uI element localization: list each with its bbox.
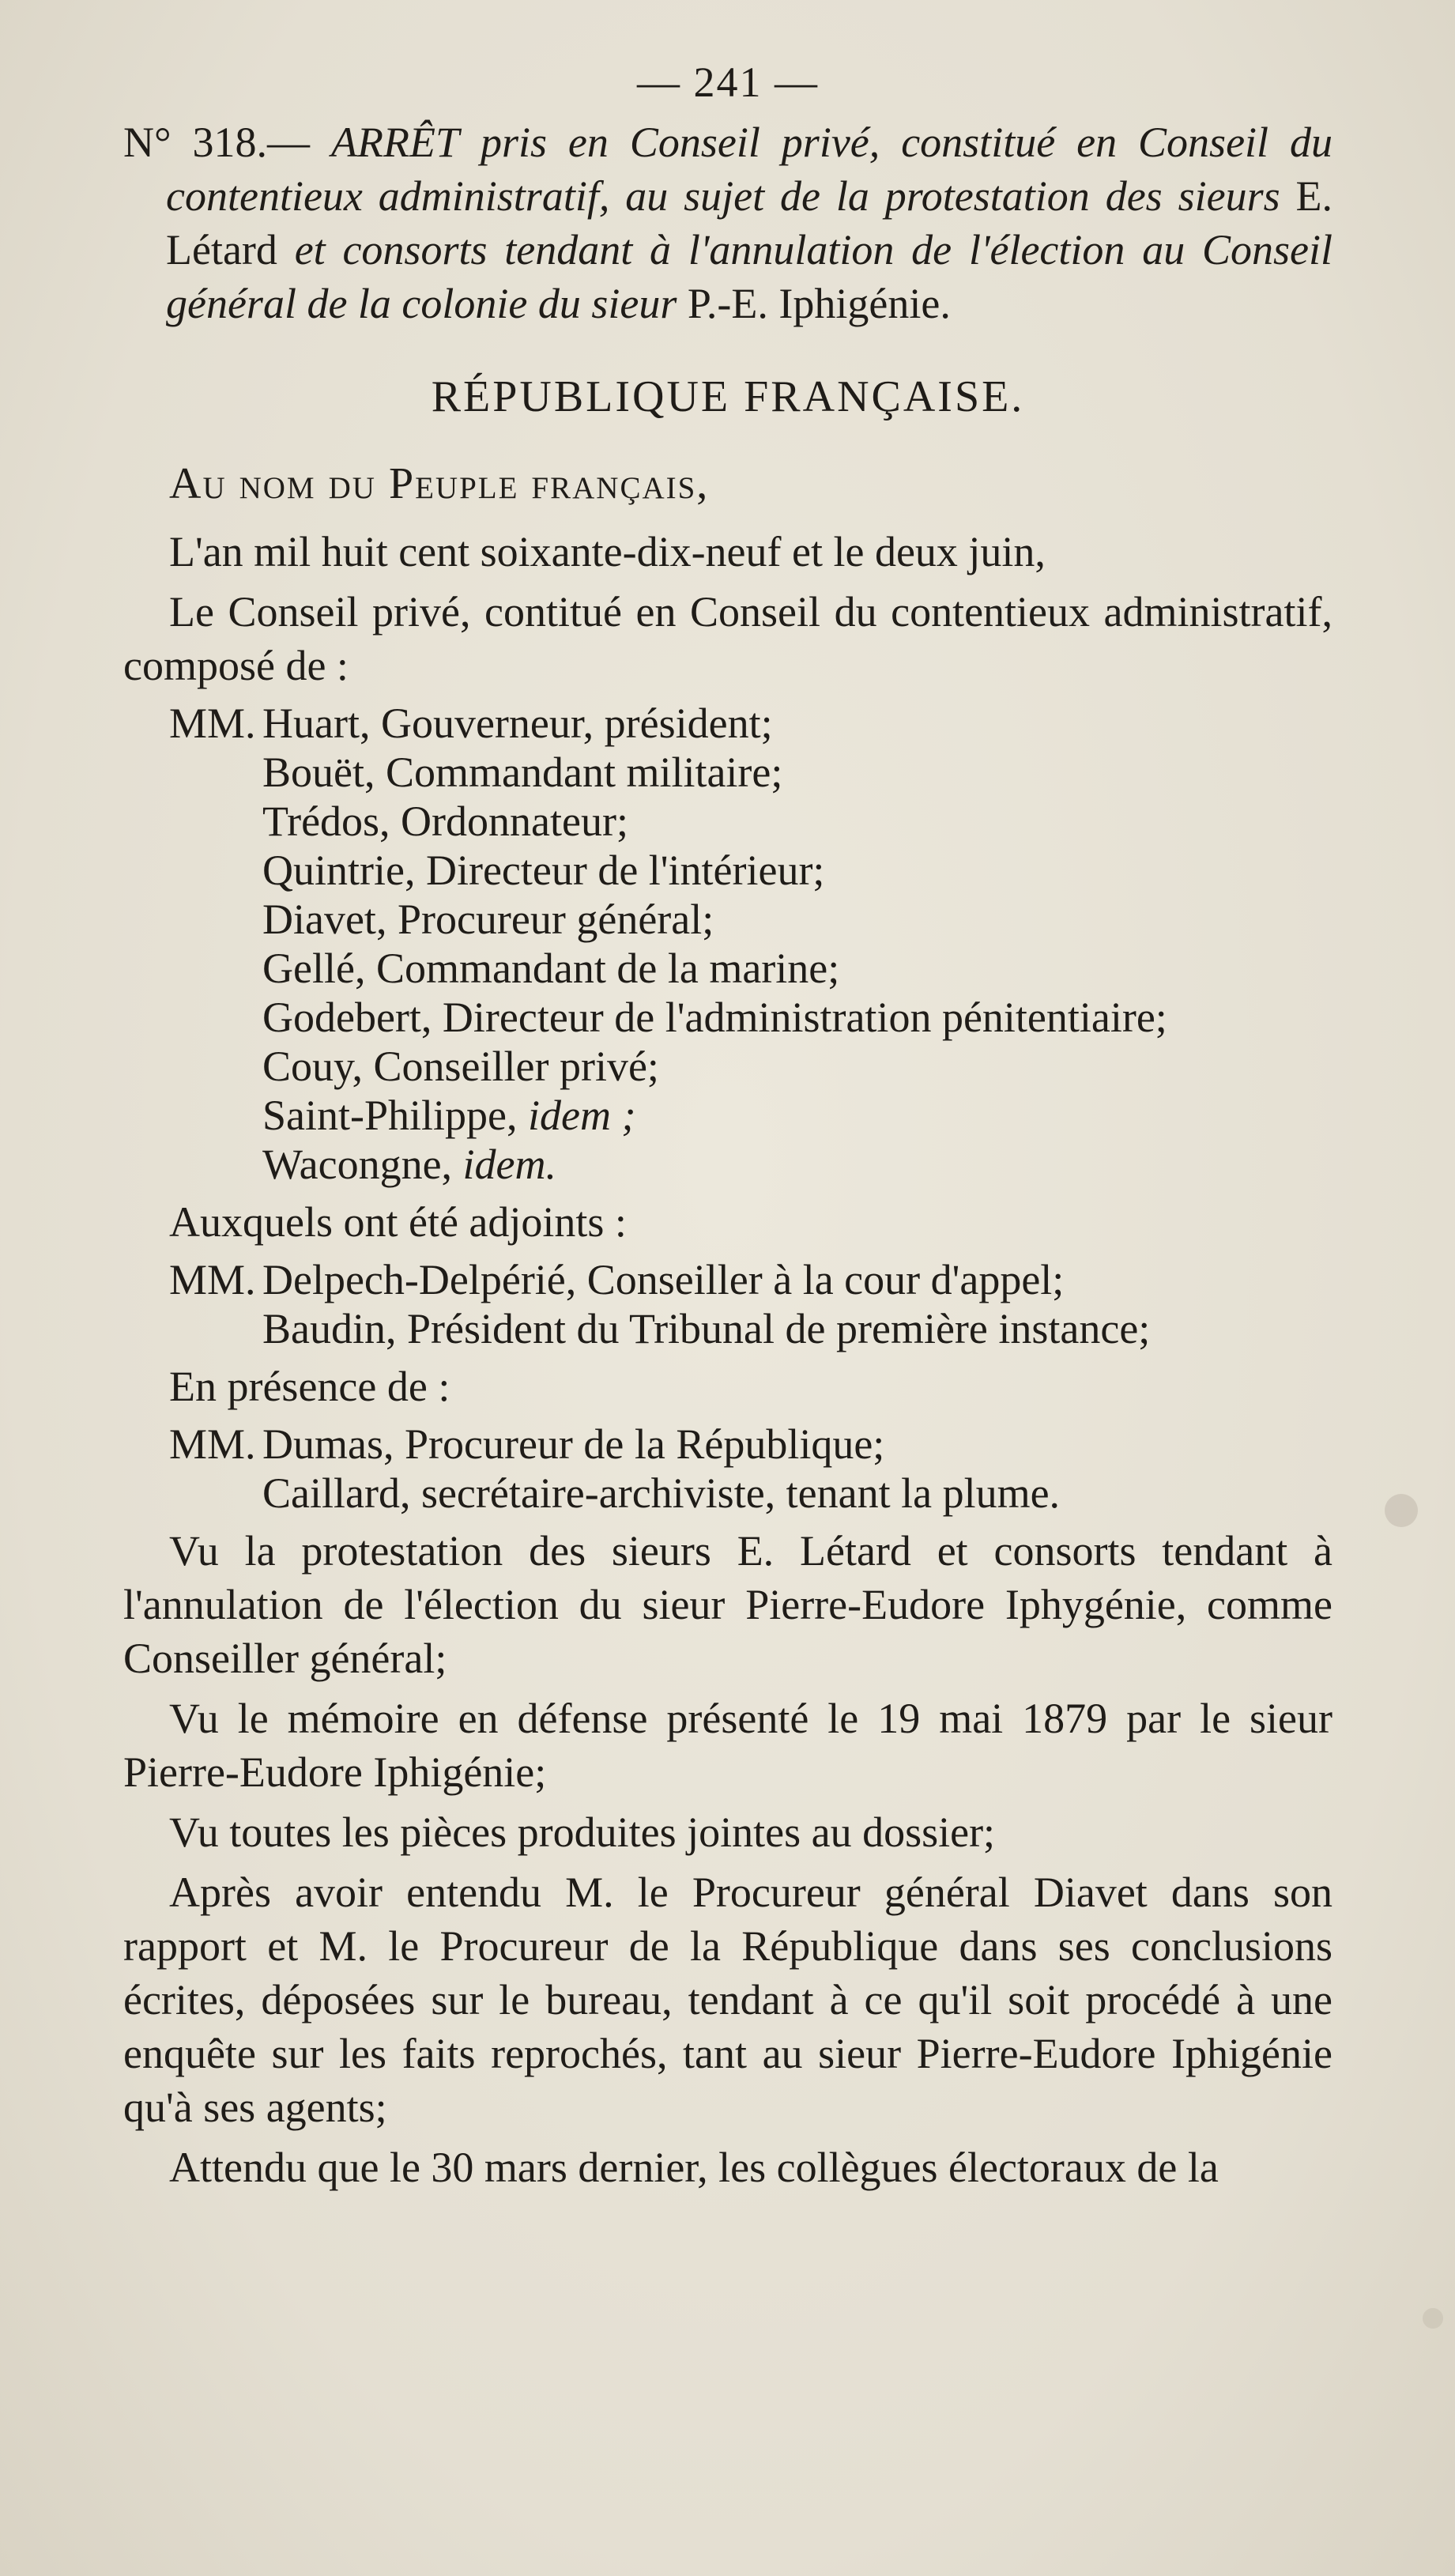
idem-mark: idem ; bbox=[528, 1092, 636, 1139]
adjoint-item: Delpech-Delpérié, Conseiller à la cour d'appel; bbox=[262, 1256, 1065, 1303]
paper-stain bbox=[1385, 1494, 1418, 1527]
title-name-2: P.-E. Iphigénie. bbox=[687, 280, 951, 327]
adjoints-list bbox=[169, 1255, 1332, 1353]
presence-list bbox=[169, 1420, 1332, 1518]
member-item: Trédos, Ordonnateur; bbox=[262, 798, 628, 845]
presence-intro: En présence de : bbox=[169, 1363, 450, 1410]
arret-word: ARRÊT bbox=[331, 119, 459, 166]
member-item: Quintrie, Directeur de l'intérieur; bbox=[262, 847, 825, 894]
presence-lead: MM. bbox=[169, 1420, 256, 1468]
paragraph: Vu le mémoire en défense présenté le 19 mai 1879 par le sieur Pierre-Eudore Iphigénie; bbox=[123, 1695, 1332, 1796]
adjoints-intro: Auxquels ont été adjoints : bbox=[169, 1198, 627, 1246]
date-line: L'an mil huit cent soixante-dix-neuf et le deux juin, bbox=[169, 528, 1046, 575]
paragraph: Vu toutes les pièces produites jointes au dossier; bbox=[169, 1808, 996, 1856]
act-title bbox=[123, 115, 1332, 330]
member-item: Huart, Gouverneur, président; bbox=[262, 700, 773, 747]
page-number: — 241 — bbox=[637, 58, 819, 106]
title-name-1: E. Létard bbox=[166, 172, 1332, 273]
presence-item: Caillard, secrétaire-archiviste, tenant la plume. bbox=[262, 1469, 1061, 1517]
republic-heading: RÉPUBLIQUE FRANÇAISE. bbox=[431, 372, 1025, 421]
member-item: Godebert, Directeur de l'administration pénitentiaire; bbox=[262, 994, 1167, 1041]
paper-stain bbox=[1423, 2308, 1443, 2329]
people-heading: Au nom du Peuple français, bbox=[169, 459, 710, 508]
member-item bbox=[169, 1091, 1332, 1140]
member-name: Wacongne, bbox=[262, 1141, 453, 1188]
paragraph: Attendu que le 30 mars dernier, les collègues électoraux de la bbox=[169, 2144, 1219, 2191]
document-body bbox=[123, 49, 1332, 2201]
title-text-1: pris en Conseil privé, constitué en Conseil du contentieux administratif, au sujet de la protestation des sieurs bbox=[166, 119, 1332, 220]
member-first-row bbox=[169, 699, 1332, 748]
paragraph: Vu la protestation des sieurs E. Létard et consorts tendant à l'annulation de l'élection du sieur Pierre-Eudore Iphygénie, comme Conseiller général; bbox=[123, 1527, 1332, 1682]
title-dash: — bbox=[267, 119, 311, 166]
composition-line: Le Conseil privé, contitué en Conseil du contentieux administratif, composé de : bbox=[123, 588, 1332, 689]
member-item: Couy, Conseiller privé; bbox=[262, 1043, 659, 1090]
member-item: Bouët, Commandant militaire; bbox=[262, 749, 783, 796]
members-list bbox=[169, 699, 1332, 1189]
paragraph: Après avoir entendu M. le Procureur général Diavet dans son rapport et M. le Procureur de la République dans ses conclusions écrites, déposées sur le bureau, tendant à ce qu'il soit procédé à une enquête sur les faits reprochés, tant au sieur Pierre-Eudore Iphigénie qu'à ses agents; bbox=[123, 1869, 1332, 2131]
idem-mark: idem. bbox=[462, 1141, 557, 1188]
adjoint-item: Baudin, Président du Tribunal de première instance; bbox=[262, 1305, 1151, 1352]
members-lead: MM. bbox=[169, 700, 256, 747]
member-item: Gellé, Commandant de la marine; bbox=[262, 945, 840, 992]
member-name: Saint-Philippe, bbox=[262, 1092, 518, 1139]
act-number: N° 318. bbox=[123, 119, 268, 166]
title-text-2: et consorts tendant à l'annulation de l'élection au Conseil général de la colonie du sieur bbox=[166, 226, 1332, 327]
presence-first-row bbox=[169, 1420, 1332, 1469]
member-item bbox=[169, 1140, 1332, 1189]
adjoints-lead: MM. bbox=[169, 1256, 256, 1303]
adjoint-first-row bbox=[169, 1255, 1332, 1304]
presence-item: Dumas, Procureur de la République; bbox=[262, 1420, 885, 1468]
member-item: Diavet, Procureur général; bbox=[262, 896, 714, 943]
